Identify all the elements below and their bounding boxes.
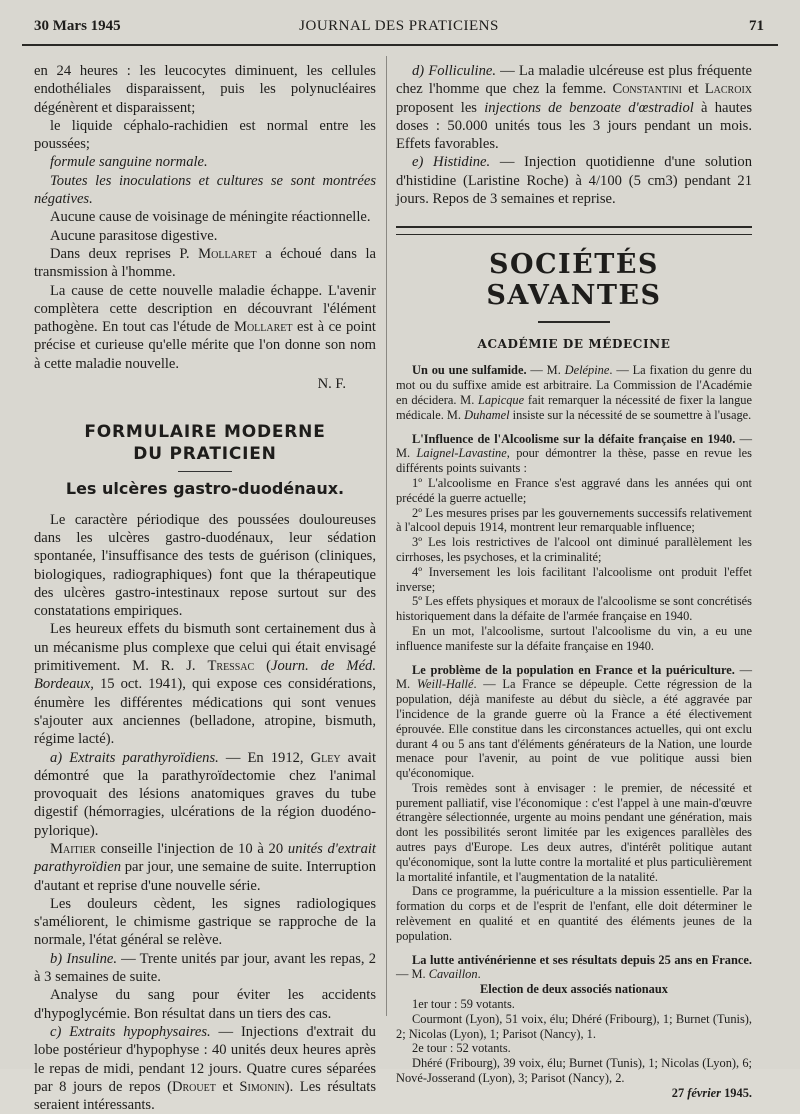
text: avait démontré que la parathyroïdectomie chez l'animal provoquait des lésions anatomiques graves du tube digestif (hémorragies, ulcérations de la région duodéno-pylorique).: [34, 749, 376, 839]
list-item: 5º Les effets physiques et moraux de l'alcoolisme se sont concrétisés historiquement dans la défaite de l'armée française en 1940.: [396, 594, 752, 624]
paragraph: [34, 749, 376, 840]
text: — M.: [396, 967, 429, 982]
title-rule: [538, 321, 610, 323]
author-name: Laignel-Lavastine: [416, 446, 507, 461]
paragraph: en 24 heures : les leucocytes diminuent, les cellules endothéliales disparaissent, puis les polynucléaires dégénèrent et disparaissent;: [34, 63, 376, 116]
text: — M.: [396, 431, 753, 461]
paragraph: Dans ce programme, la puériculture a la mission essentielle. Par la formation du corps et de l'esprit de l'enfant, elle doit déterminer le relèvement en qualité et en quantité des éléments jeunes de la population.: [396, 884, 752, 943]
paragraph: Les douleurs cèdent, les signes radiologiques s'améliorent, le chimisme gastrique se rapproche de la normale, l'état général se relève.: [34, 895, 376, 949]
author-name: Lacroix: [704, 81, 752, 98]
paragraph: [34, 1023, 376, 1114]
header-journal-title: JOURNAL DES PRATICIENS: [299, 18, 499, 34]
paragraph: [34, 950, 376, 987]
paragraph: [34, 840, 376, 895]
paragraph: Analyse du sang pour éviter les accidents d'hypoglycémie. Bon résultat dans un tiers des cas.: [34, 987, 376, 1022]
report-title: Le problème de la population en France et la puériculture.: [412, 662, 735, 677]
item-label: b): [50, 950, 67, 967]
item-label: a): [50, 749, 70, 766]
item-label: c): [50, 1023, 70, 1040]
column-divider: [386, 56, 387, 1016]
text: (: [254, 658, 272, 675]
author-name: Simonin: [239, 1078, 285, 1095]
text: . — La France se dépeuple. Cette régression de la population, déjà manifeste au début du siècle, a été aggravée par l'incidence de la grande guerre où la France a été électivement éprouvée. Elle constitue dans les circonstances actuelles, qui ont exclu durant 4 ou 5 ans tant d'éléments générateurs de la Nation, une lourde menace pour l'avenir, au point de vue politique aussi bien qu'économique.: [396, 677, 752, 781]
text: — M.: [396, 662, 752, 692]
text: — M.: [526, 363, 565, 378]
list-item: 2º Les mesures prises par les gouvernements successifs relativement à l'alcool depuis 1914, montrent leur remarquable influence;: [396, 505, 752, 535]
vote-round: 1er tour : 59 votants.: [412, 997, 515, 1012]
left-column: [34, 62, 376, 1114]
vote-round: 2e tour : 52 votants.: [412, 1041, 511, 1056]
item-title: Extraits parathyroïdiens.: [69, 749, 219, 766]
author-name: Drouet: [171, 1078, 216, 1095]
text: Les heureux effets du bismuth sont certainement dus à un mécanisme plus complexe que celui qui était envisagé primitivement. M. R. J.: [34, 621, 376, 675]
paragraph: [34, 620, 376, 748]
paragraph: [396, 62, 752, 153]
text: et: [215, 1078, 240, 1095]
item-title: Insuline.: [66, 950, 117, 967]
paragraph: formule sanguine normale.: [50, 154, 208, 171]
subsection-title: ACADÉMIE DE MÉDECINE: [477, 337, 671, 352]
formulaire-continued: [396, 62, 752, 208]
report-title: La lutte antivénérienne et ses résultats depuis 25 ans en France.: [412, 952, 752, 967]
text: — En 1912,: [218, 749, 311, 766]
report: [396, 432, 752, 476]
list-item: 3º Les lois restrictives de l'alcool ont diminué parallèlement les cirrhoses, les psychoses, et la criminalité;: [396, 535, 752, 564]
paragraph: Aucune parasitose digestive.: [50, 227, 218, 244]
item-title: Extraits hypophysaires.: [69, 1023, 211, 1040]
text: 27: [671, 1085, 688, 1100]
paragraph: [34, 282, 376, 373]
author-name: Mollaret: [198, 245, 257, 262]
item-title: Histidine.: [433, 154, 491, 171]
list-item: 4º Inversement les lois facilitant l'alcoolisme ont produit l'effet inverse;: [396, 564, 752, 594]
item-title: Folliculine.: [428, 63, 496, 79]
author-name: Weill-Hallé: [416, 677, 474, 692]
text: — Injection quotidienne d'une solution d'histidine (Laristine Roche) à 4/100 (5 cm3) pendant 21 jours. Repos de 3 semaines et reprise.: [396, 154, 752, 208]
author-name: Delépine: [564, 363, 610, 378]
text: — Injections d'extrait du lobe postérieur d'hypophyse : 40 unités deux heures après le repas de midi, pendant 12 jours. Quatre cures séparées par 8 jours de repos (: [34, 1023, 376, 1095]
report-date: [396, 1086, 752, 1101]
text: — Trente unités par jour, avant les repas, 2 à 3 semaines de suite.: [34, 950, 376, 986]
vote-result: Courmont (Lyon), 51 voix, élu; Dhéré (Fribourg), 1; Burnet (Tunis), 2; Nicolas (Lyon), 1; Parisot (Nancy), 1.: [396, 1011, 752, 1041]
author-name: Duhamel: [464, 407, 510, 422]
section-title-line: FORMULAIRE MODERNE: [84, 422, 326, 443]
author-name: Gley: [310, 749, 341, 766]
section-rule: [396, 226, 752, 235]
paragraph: Aucune cause de voisinage de méningite réactionnelle.: [50, 209, 371, 226]
text: et: [681, 81, 705, 98]
header-rule: [22, 44, 778, 46]
report: [396, 663, 752, 781]
paragraph: Trois remèdes sont à envisager : le premier, de nécessité et purement palliatif, vise l'économique : c'est l'appel à une main-d'œuvre étrangère sélectionnée, urgente au moins pendant une génération, mais dont les possibilités seront limitée par les exigences parallèles des autres pays d'Europe. Les deux autres, d'intérêt politique autant qu'économique, sont la lutte contre la mortalité et plus particulièrement la mortalité infantile, et l'augmentation de la natalité.: [396, 780, 752, 884]
journal-ref: Journ. de Méd. Bordeaux: [34, 658, 376, 693]
text: La cause de cette nouvelle maladie échappe. L'avenir complètera cette description en découvrant l'élément pathogène. En tout cas l'étude de: [34, 282, 376, 336]
text: conseille l'injection de 10 à 20: [95, 840, 288, 857]
author-name: Mollaret: [233, 319, 293, 336]
text: proposent les: [396, 99, 485, 116]
section-title-societes: SOCIÉTÉS SAVANTES: [486, 249, 662, 312]
title-rule: [178, 471, 232, 472]
paragraph: [396, 153, 752, 208]
section-title-line: DU PRATICIEN: [133, 444, 277, 465]
right-column: [396, 62, 752, 1101]
author-name: Tressac: [207, 658, 255, 675]
item-label: d): [412, 63, 429, 79]
text: unités d'extrait parathyroïdien: [34, 840, 376, 876]
vote-result: Dhéré (Fribourg), 39 voix, élu; Burnet (Tunis), 1; Nicolas (Lyon), 6; Nové-Josserand (Lyon), 3; Parisot (Nancy), 2.: [396, 1056, 752, 1086]
paragraph: Le caractère périodique des poussées douloureuses dans les ulcères gastro-duodénaux, leur sédation spontanée, l'insuffisance des tests de guérison (cliniques, biologiques, radiographiques) font que la thérapeutique des ulcères gastro-intestinaux repose surtout sur des constatations empiriques.: [34, 511, 376, 620]
text: . — La fixation du genre du mot ou du suffixe amide est arbitraire. La Commission de l'Académie en décidera. M.: [396, 363, 752, 407]
paragraph: En un mot, l'alcoolisme, surtout l'alcoolisme du vin, a eu une influence manifeste sur la défaite française en 1940.: [396, 623, 752, 653]
text: ). Les résultats seraient intéressants.: [34, 1078, 376, 1114]
header-date: 30 Mars 1945: [34, 18, 121, 34]
election-title: Election de deux associés nationaux: [480, 982, 668, 997]
text: , pour démontrer la thèse, passe en revue les différents points suivants :: [396, 446, 752, 476]
text: par jour, une semaine de suite. Interruption d'autant et reprise d'une nouvelle série.: [34, 859, 376, 894]
paragraph: le liquide céphalo-rachidien est normal entre les poussées;: [34, 117, 376, 153]
item-label: e): [412, 154, 434, 171]
signature: N. F.: [317, 376, 346, 393]
report: [396, 363, 752, 422]
text: Dans deux reprises P.: [50, 245, 199, 262]
paragraph: Toutes les inoculations et cultures se sont montrées négatives.: [34, 172, 376, 208]
author-name: Maitier: [50, 840, 96, 857]
page-header: [34, 18, 764, 40]
text: est à ce point précise et curieuse qu'elle mérite que l'on donne son nom à cette maladie nouvelle.: [34, 319, 376, 372]
text: fait remarquer la nécessité de fixer la langue médicale. M.: [396, 392, 752, 422]
article-title: Les ulcères gastro-duodénaux.: [65, 479, 345, 499]
list-item: 1º L'alcoolisme en France s'est aggravé dans les années qui ont précédé la guerre actuelle;: [396, 475, 752, 505]
section-title: [34, 421, 376, 465]
report: [396, 953, 752, 983]
academy-reports: [396, 363, 752, 1100]
report-title: Un ou une sulfamide.: [412, 363, 527, 378]
page-number: 71: [749, 18, 764, 34]
text: 1945.: [721, 1085, 752, 1100]
author-name: Lapicque: [478, 392, 525, 407]
text: , 15 oct. 1941), qui expose ces considérations, énumère les différentes médications qui sont venues s'ajouter aux anciennes (belladone, atropine, bismuth, régime lacté).: [34, 676, 376, 748]
text: à hautes doses : 50.000 unités tous les 3 jours pendant un mois. Effets favorables.: [396, 99, 752, 153]
text: février: [687, 1085, 722, 1100]
text: — La maladie ulcéreuse est plus fréquente chez l'homme que chez la femme.: [396, 63, 752, 98]
text: insiste sur la nécessité de se soumettre à l'usage.: [509, 407, 752, 422]
text: .: [477, 967, 481, 982]
paragraph: [34, 245, 376, 282]
author-name: Cavaillon: [428, 967, 478, 982]
text: injections de benzoate d'œstradiol: [484, 99, 694, 116]
report-title: L'Influence de l'Alcoolisme sur la défaite française en 1940.: [412, 431, 736, 446]
text: a échoué dans la transmission à l'homme.: [34, 245, 376, 281]
author-name: Constantini: [612, 81, 682, 98]
